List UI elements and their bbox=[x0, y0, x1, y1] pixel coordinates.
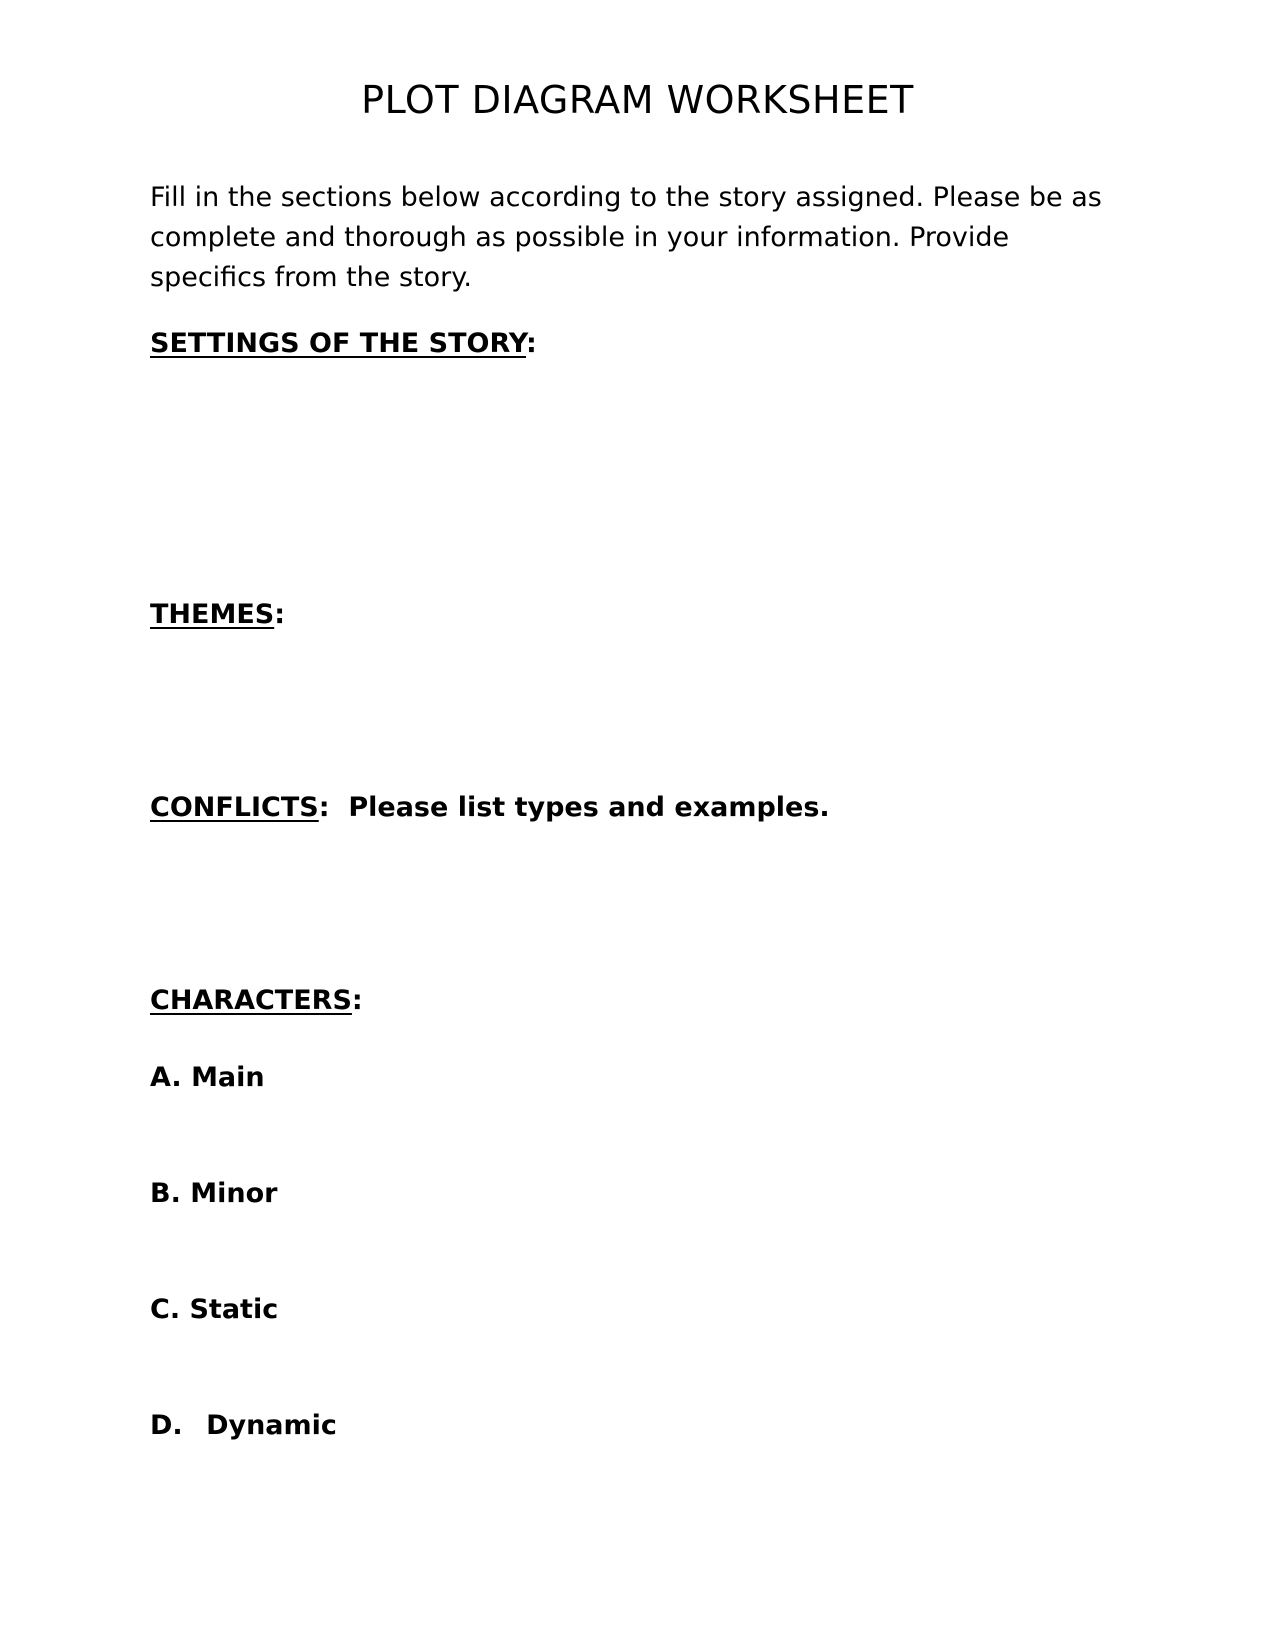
characters-heading: CHARACTERS bbox=[150, 985, 352, 1016]
character-item-letter: D. bbox=[150, 1410, 183, 1441]
character-item-minor bbox=[150, 1178, 277, 1209]
character-item-letter: B. bbox=[150, 1178, 181, 1209]
character-item-static bbox=[150, 1294, 278, 1325]
character-item-label: Dynamic bbox=[206, 1410, 337, 1441]
conflicts-heading-suffix: : Please list types and examples. bbox=[318, 792, 830, 823]
character-item-letter: A. bbox=[150, 1062, 182, 1093]
instructions-paragraph: Fill in the sections below according to the story assigned. Please be as complete and thorough as possible in your information. Provide specifics from the story. bbox=[150, 182, 1102, 293]
themes-heading: THEMES bbox=[150, 599, 275, 630]
conflicts-section-heading bbox=[150, 792, 830, 823]
conflicts-heading: CONFLICTS bbox=[150, 792, 319, 823]
settings-heading-suffix: : bbox=[525, 328, 537, 359]
settings-section-heading bbox=[150, 328, 537, 359]
character-item-label: Static bbox=[189, 1294, 279, 1325]
themes-section-heading bbox=[150, 599, 285, 630]
page-title: PLOT DIAGRAM WORKSHEET bbox=[361, 78, 914, 122]
characters-section-heading bbox=[150, 985, 363, 1016]
character-item-label: Main bbox=[191, 1062, 265, 1093]
character-item-main bbox=[150, 1062, 265, 1093]
settings-heading: SETTINGS OF THE STORY bbox=[150, 328, 526, 359]
characters-heading-suffix: : bbox=[351, 985, 363, 1016]
character-item-label: Minor bbox=[190, 1178, 278, 1209]
character-item-letter: C. bbox=[150, 1294, 181, 1325]
themes-heading-suffix: : bbox=[274, 599, 286, 630]
character-item-dynamic bbox=[150, 1410, 337, 1441]
